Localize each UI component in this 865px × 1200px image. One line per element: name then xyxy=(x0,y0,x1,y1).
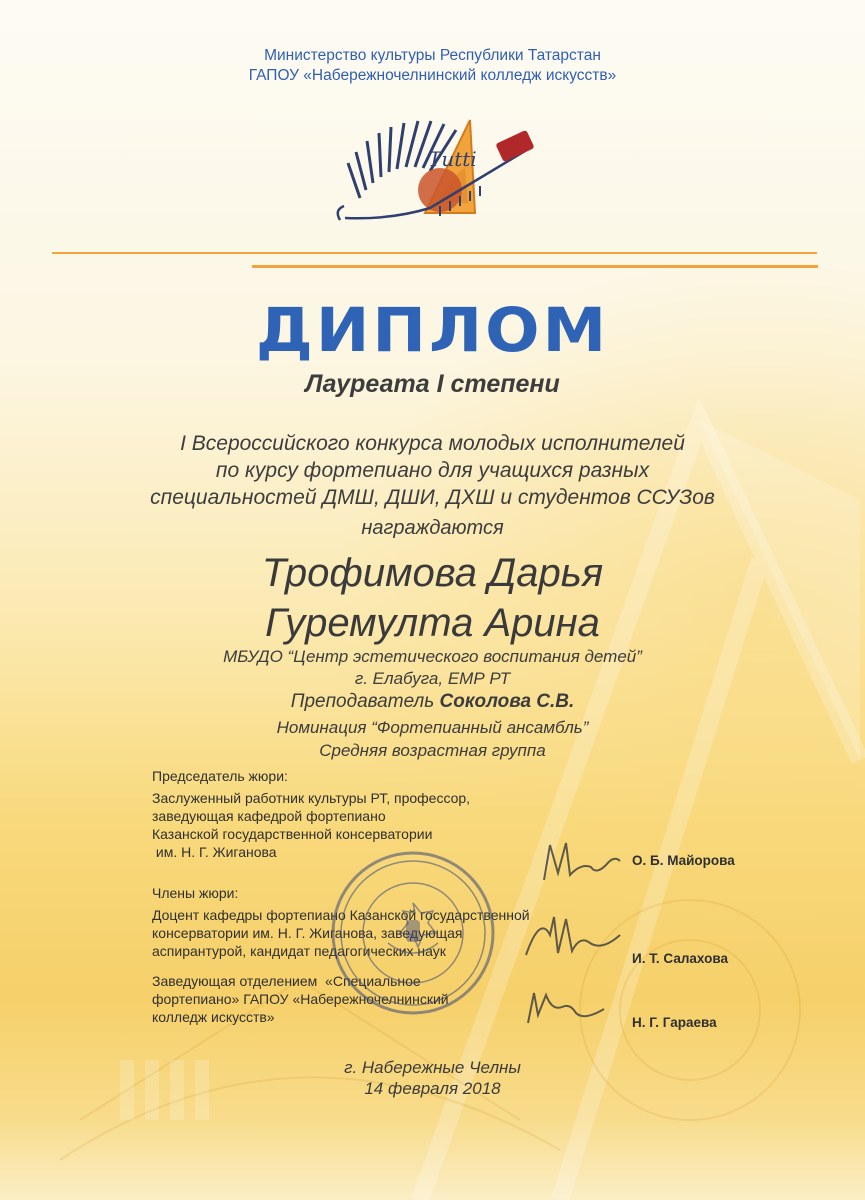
age-group: Средняя возрастная группа xyxy=(319,741,546,760)
jury-chair-heading: Председатель жюри: xyxy=(152,768,288,784)
header-organization xyxy=(0,46,865,86)
nomination-title: Номинация “Фортепианный ансамбль” xyxy=(276,718,589,737)
school-name: МБУДО “Центр эстетического воспитания детей” xyxy=(223,647,642,666)
contest-description xyxy=(0,430,865,511)
jury-members-heading: Члены жюри: xyxy=(152,885,239,901)
jury-chair-line: Казанской государственной консерватории xyxy=(152,826,433,842)
college-name: ГАПОУ «Набережночелнинский колледж искусств» xyxy=(248,67,617,84)
nomination-info xyxy=(0,716,865,762)
city-name: г. Набережные Челны xyxy=(344,1058,521,1077)
svg-text:Tutti: Tutti xyxy=(428,147,477,171)
laureate-degree: Лауреата I степени xyxy=(305,370,560,398)
jury-member2-name: Н. Г. Гараева xyxy=(632,1015,717,1030)
piano-keys-logo-icon xyxy=(330,108,550,238)
recipient-names xyxy=(0,548,865,648)
jury-chair-block xyxy=(152,767,470,861)
divider-line-bottom xyxy=(252,265,818,268)
jury-member-line: аспирантурой, кандидат педагогических наук xyxy=(152,943,446,959)
awarded-label: награждаются xyxy=(361,517,504,539)
divider-line-top xyxy=(52,252,817,254)
jury-member-line: Доцент кафедры фортепиано Казанской государственной xyxy=(152,907,530,923)
jury-member-line: Заведующая отделением «Специальное xyxy=(152,973,421,989)
signature-icon xyxy=(518,985,613,1030)
jury-chair-line: заведующая кафедрой фортепиано xyxy=(152,808,386,824)
diploma-title: ДИПЛОМ xyxy=(255,295,610,367)
teacher-label: Преподаватель xyxy=(290,691,435,712)
jury-member1-name: И. Т. Салахова xyxy=(632,951,728,966)
ministry-name: Министерство культуры Республики Татарстан xyxy=(264,47,601,64)
contest-line: по курсу фортепиано для учащихся разных xyxy=(215,459,650,482)
signature-icon xyxy=(520,905,630,965)
jury-chair-name: О. Б. Майорова xyxy=(632,853,735,868)
jury-member-line: консерватории им. Н. Г. Жиганова, заведующая xyxy=(152,925,463,941)
jury-chair-line: Заслуженный работник культуры РТ, профессор, xyxy=(152,790,471,806)
school-city: г. Елабуга, ЕМР РТ xyxy=(354,669,511,688)
recipient-name: Гуремулта Арина xyxy=(265,601,600,645)
teacher-name: Соколова С.В. xyxy=(439,691,575,712)
contest-line: специальностей ДМШ, ДШИ, ДХШ и студентов ССУЗов xyxy=(150,486,715,509)
signature-icon xyxy=(536,835,626,890)
footer-place-date xyxy=(0,1057,865,1099)
jury-member-line: фортепиано» ГАПОУ «Набережночелнинский xyxy=(152,991,449,1007)
recipient-name: Трофимова Дарья xyxy=(261,551,604,595)
jury-member-line: колледж искусств» xyxy=(152,1009,275,1025)
award-date: 14 февраля 2018 xyxy=(364,1079,501,1098)
jury-chair-line: им. Н. Г. Жиганова xyxy=(152,844,277,860)
official-seal-icon xyxy=(328,848,498,1018)
teacher-info xyxy=(0,691,865,713)
school-info xyxy=(0,646,865,690)
contest-line: I Всероссийского конкурса молодых исполнителей xyxy=(180,432,685,455)
